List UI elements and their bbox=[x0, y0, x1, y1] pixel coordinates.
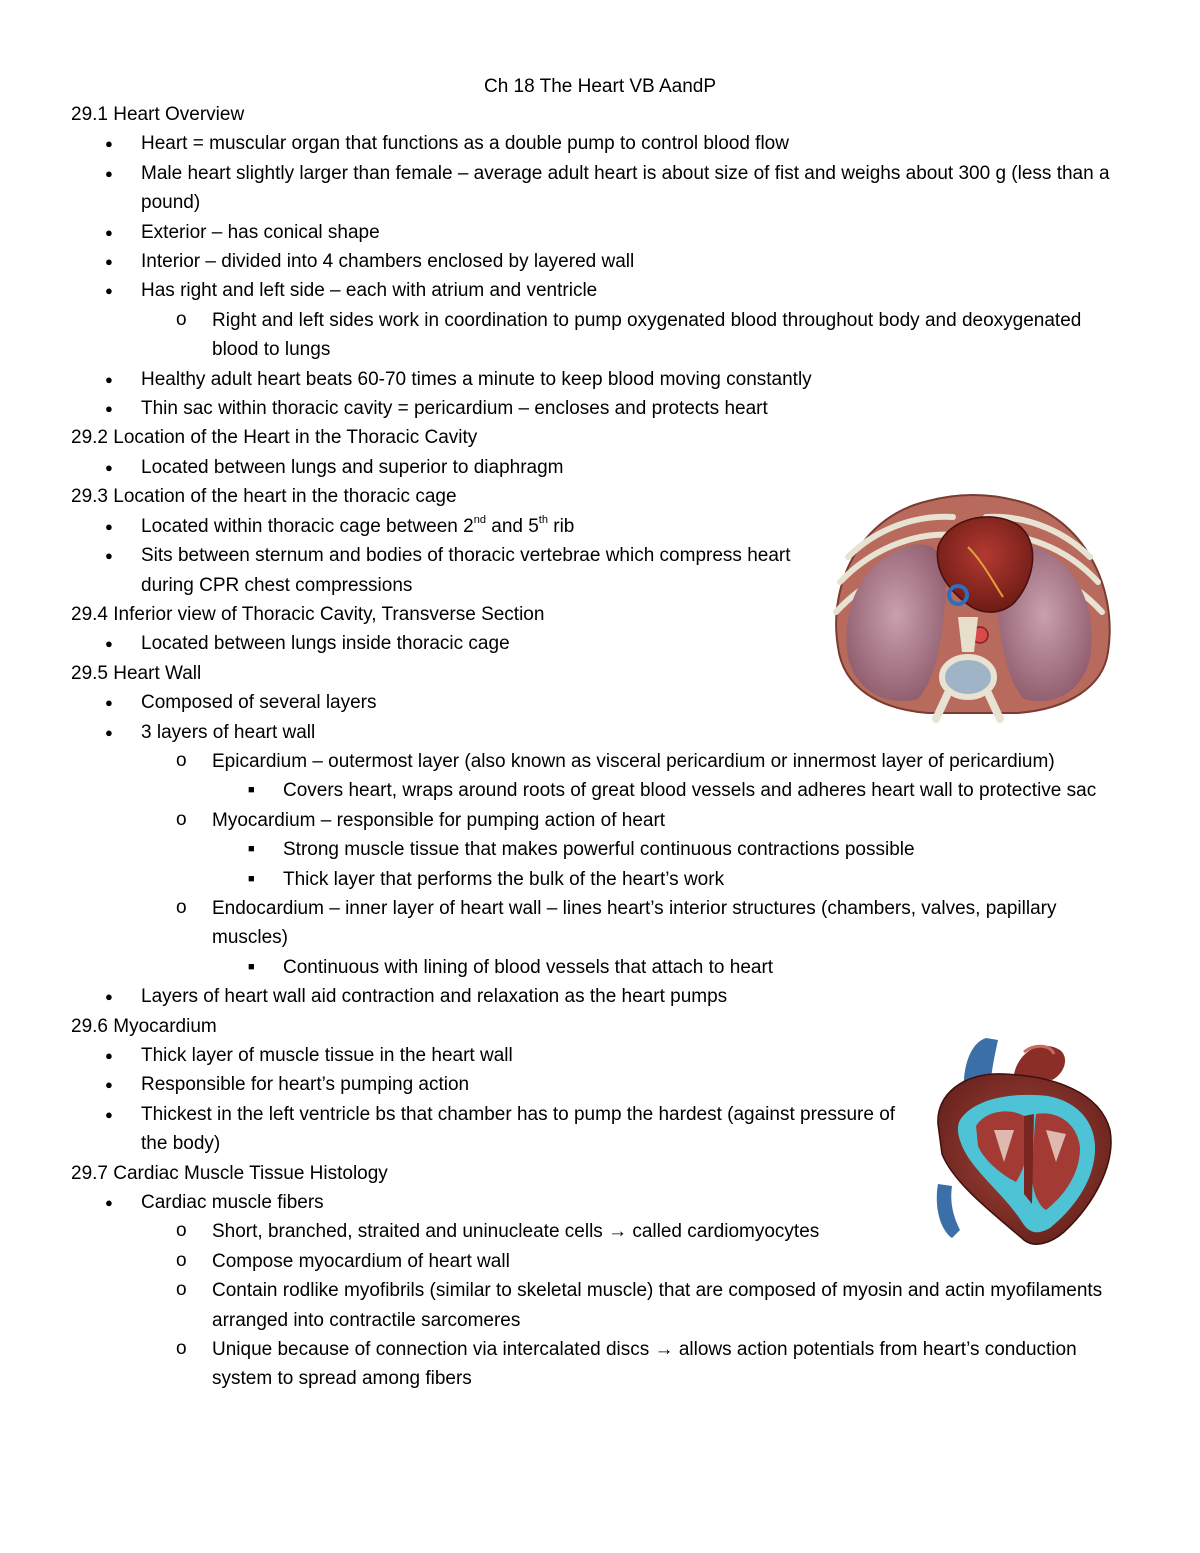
bullet-item: ● Has right and left side – each with atrium and ventricle bbox=[71, 276, 1131, 305]
section-heading: 29.5 Heart Wall bbox=[71, 662, 202, 684]
bullet-text: Located within thoracic cage between 2 bbox=[141, 515, 474, 537]
section-heading: 29.3 Location of the heart in the thoracic cage bbox=[71, 486, 457, 508]
bullet-item: ● Cardiac muscle fibers bbox=[71, 1188, 1131, 1217]
sub-bullet-item: o Unique because of connection via intercalated discs → allows action potentials from heart’s conduction system to spread among fibers bbox=[71, 1335, 1131, 1394]
thoracic-cavity-icon bbox=[818, 487, 1120, 727]
sub-bullet-item: o Short, branched, straited and uninucleate cells → called cardiomyocytes bbox=[71, 1217, 1131, 1246]
bullet-text: rib bbox=[547, 515, 575, 537]
bullet-item: ● Heart = muscular organ that functions as a double pump to control blood flow bbox=[71, 129, 1131, 158]
bullet-item: ● Exterior – has conical shape bbox=[71, 218, 1131, 247]
sub-bullet-item: o Epicardium – outermost layer (also known as visceral pericardium or innermost layer of pericardium) bbox=[71, 747, 1131, 776]
section-heading: 29.4 Inferior view of Thoracic Cavity, Transverse Section bbox=[71, 603, 545, 625]
bullet-item: ● Sits between sternum and bodies of thoracic vertebrae which compress heart during CPR chest compressions bbox=[71, 541, 1131, 600]
bullet-item: ● Thick layer of muscle tissue in the heart wall bbox=[71, 1041, 1131, 1070]
sub-bullet-item: o Compose myocardium of heart wall bbox=[71, 1247, 1131, 1276]
bullet-item: ● Responsible for heart’s pumping action bbox=[71, 1070, 1131, 1099]
section-heading: 29.7 Cardiac Muscle Tissue Histology bbox=[71, 1162, 388, 1184]
heart-cross-section-icon bbox=[924, 1034, 1116, 1248]
bullet-item: ● 3 layers of heart wall bbox=[71, 718, 1131, 747]
bullet-item: ● Interior – divided into 4 chambers enclosed by layered wall bbox=[71, 247, 1131, 276]
bullet-item: ● Located between lungs and superior to diaphragm bbox=[71, 453, 1131, 482]
section-heading: 29.1 Heart Overview bbox=[71, 104, 245, 125]
heart-cross-section-illustration bbox=[924, 1034, 1116, 1248]
ordinal-suffix: nd bbox=[473, 514, 486, 527]
sub-sub-bullet-item: ■ Strong muscle tissue that makes powerful continuous contractions possible bbox=[71, 835, 1131, 864]
bullet-item: ● Composed of several layers bbox=[71, 688, 1131, 717]
section-heading: 29.2 Location of the Heart in the Thoracic Cavity bbox=[71, 427, 478, 449]
ordinal-suffix: th bbox=[538, 514, 548, 527]
bullet-item: ● Thickest in the left ventricle bs that chamber has to pump the hardest (against pressure of the body) bbox=[71, 1100, 1131, 1159]
bullet-item: ● Located between lungs inside thoracic cage bbox=[71, 629, 1131, 658]
sub-sub-bullet-item: ■ Thick layer that performs the bulk of the heart’s work bbox=[71, 865, 1131, 894]
thoracic-cavity-illustration bbox=[818, 487, 1120, 727]
sub-bullet-item: o Contain rodlike myofibrils (similar to skeletal muscle) that are composed of myosin and actin myofilaments arranged into contractile sarcomeres bbox=[71, 1276, 1131, 1335]
bullet-list bbox=[71, 453, 1131, 482]
sub-sub-bullet-item: ■ Covers heart, wraps around roots of great blood vessels and adheres heart wall to protective sac bbox=[71, 776, 1131, 805]
section-heading: 29.6 Myocardium bbox=[71, 1015, 217, 1037]
sub-bullet-item: o Right and left sides work in coordination to pump oxygenated blood throughout body and deoxygenated blood to lungs bbox=[71, 306, 1131, 365]
bullet-list bbox=[71, 688, 1131, 1011]
sub-sub-bullet-item: ■ Continuous with lining of blood vessels that attach to heart bbox=[71, 953, 1131, 982]
bullet-list bbox=[71, 129, 1131, 423]
bullet-item: ● Male heart slightly larger than female – average adult heart is about size of fist and weighs about 300 g (less than a pound) bbox=[71, 159, 1131, 218]
document-title: Ch 18 The Heart VB AandP bbox=[483, 76, 717, 97]
bullet-item: ● Layers of heart wall aid contraction and relaxation as the heart pumps bbox=[71, 982, 1131, 1011]
sub-bullet-item: o Endocardium – inner layer of heart wall – lines heart’s interior structures (chambers, valves, papillary muscles) bbox=[71, 894, 1131, 953]
sub-bullet-item: o Myocardium – responsible for pumping action of heart bbox=[71, 806, 1131, 835]
bullet-item: ● Healthy adult heart beats 60-70 times a minute to keep blood moving constantly bbox=[71, 365, 1131, 394]
bullet-item: ● Thin sac within thoracic cavity = pericardium – encloses and protects heart bbox=[71, 394, 1131, 423]
bullet-text: and 5 bbox=[485, 515, 539, 537]
